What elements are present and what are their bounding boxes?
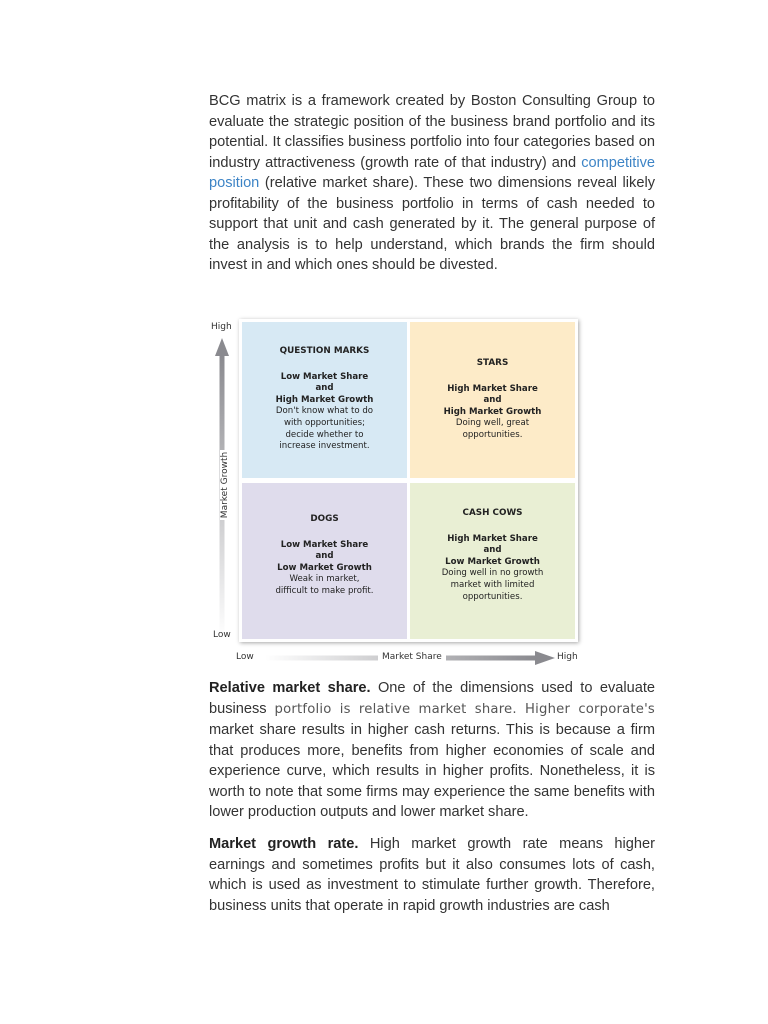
relative-market-share-heading: Relative market share. bbox=[209, 680, 371, 696]
intro-text-1: BCG matrix is a framework created by Boston Consulting Group to evaluate the strategic position of the business brand portfolio and its potential. It classifies business portfolio into four categories based on industry attractiveness (growth rate of that industry) and bbox=[209, 93, 655, 171]
cash-cows-line3: Low Market Growth bbox=[445, 556, 540, 567]
quadrant-cash-cows bbox=[410, 483, 575, 639]
stars-line1: High Market Share bbox=[447, 383, 538, 394]
dogs-line1: Low Market Share bbox=[280, 539, 369, 550]
y-axis-label: Market Growth bbox=[220, 451, 230, 519]
question-marks-title: QUESTION MARKS bbox=[279, 346, 370, 356]
cash-cows-desc3: opportunities. bbox=[462, 591, 523, 602]
cash-cows-line2: and bbox=[483, 545, 502, 556]
cash-cows-line1: High Market Share bbox=[447, 533, 538, 544]
dogs-title: DOGS bbox=[310, 514, 339, 524]
cash-cows-title: CASH COWS bbox=[462, 508, 523, 518]
quadrant-dogs bbox=[242, 483, 407, 639]
question-marks-desc4: increase investment. bbox=[279, 441, 370, 452]
relative-share-text-1: One of the dimensions used to evaluate business bbox=[209, 680, 655, 717]
question-marks-desc1: Don't know what to do bbox=[275, 406, 374, 417]
relative-market-share-paragraph bbox=[209, 678, 655, 823]
y-axis-low-label: Low bbox=[213, 630, 231, 640]
question-marks-line1: Low Market Share bbox=[280, 371, 369, 382]
market-growth-rate-paragraph bbox=[209, 834, 655, 916]
x-axis-high-label: High bbox=[557, 652, 578, 662]
y-axis-high-label: High bbox=[211, 322, 232, 332]
cash-cows-desc1: Doing well in no growth bbox=[441, 568, 544, 579]
dogs-desc1: Weak in market, bbox=[289, 574, 360, 585]
stars-desc1: Doing well, great bbox=[455, 418, 530, 429]
intro-text-2: (relative market share). These two dimensions reveal likely profitability of the business portfolio in terms of cash needed to support that unit and cash generated by it. The general purpose of the analysis is to help understand, which brands the firm should invest in and which ones should be divested. bbox=[209, 175, 655, 273]
question-marks-line2: and bbox=[315, 383, 334, 394]
stars-desc2: opportunities. bbox=[462, 429, 523, 440]
quadrant-question-marks bbox=[242, 322, 407, 478]
question-marks-desc3: decide whether to bbox=[285, 429, 364, 440]
stars-line3: High Market Growth bbox=[443, 406, 542, 417]
question-marks-desc2: with opportunities; bbox=[284, 417, 365, 428]
x-axis-label: Market Share bbox=[378, 652, 446, 662]
competitive-position-link[interactable]: competitive position bbox=[209, 154, 655, 191]
growth-rate-text: High market growth rate means higher earnings and sometimes profits but it also consumes lots of cash, which is used as investment to stimulate further growth. Therefore, business units that operate in rapid growth industries are cash bbox=[209, 836, 656, 914]
relative-share-text-mono: portfolio is relative market share. Higher corporate's bbox=[274, 701, 655, 717]
dogs-line3: Low Market Growth bbox=[277, 562, 372, 573]
market-growth-rate-heading: Market growth rate. bbox=[209, 836, 359, 852]
stars-title: STARS bbox=[476, 358, 509, 368]
question-marks-line3: High Market Growth bbox=[275, 394, 374, 405]
relative-share-text-2: market share results in higher cash returns. This is because a firm that produces more, benefits from higher economies of scale and experience curve, which results in higher profits. Nonetheless, it is worth to note that some firms may experience the same benefits with lower production outputs and lower market share. bbox=[209, 722, 655, 820]
quadrant-stars bbox=[410, 322, 575, 478]
x-axis-low-label: Low bbox=[236, 652, 254, 662]
dogs-desc2: difficult to make profit. bbox=[275, 585, 374, 596]
stars-line2: and bbox=[483, 395, 502, 406]
intro-paragraph bbox=[209, 91, 655, 276]
dogs-line2: and bbox=[315, 551, 334, 562]
cash-cows-desc2: market with limited bbox=[450, 579, 535, 590]
bcg-matrix-figure bbox=[205, 316, 585, 668]
